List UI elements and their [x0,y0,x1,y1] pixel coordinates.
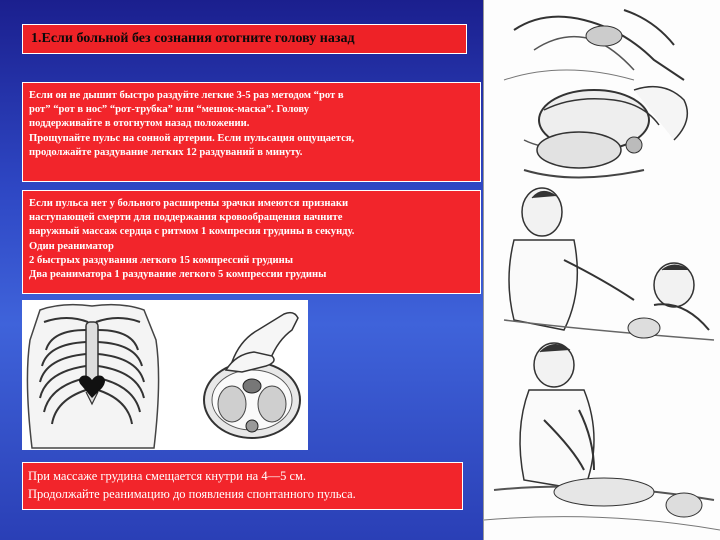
slide-title: 1.Если больной без сознания отогните голову назад [31,31,355,46]
two-rescuers-illustration [504,188,714,340]
instruction-line: Если пульса нет у больного расширены зрачки имеются признаки [29,198,349,209]
instruction-line: продолжайте раздувание легких 12 раздуваний в минуту. [29,146,303,158]
ribcage-illustration [22,300,308,450]
instruction-line: наружный массаж сердца с ритмом 1 компресия грудины в секунду. [29,226,355,238]
note-line: Продолжайте реанимацию до появления спонтанного пульса. [28,487,356,501]
instruction-line: Два реаниматора 1 раздувание легкого 5 компрессии грудины [29,269,327,281]
instruction-line: 2 быстрых раздувания легкого 15 компрессий грудины [29,254,294,266]
instruction-line: рот” “рот в нос” “рот-трубка” или “мешок-маска”. Голову [29,104,310,116]
instruction-line: поддерживайте в отогнутом назад положении. [29,118,250,130]
instruction-line: Если он не дышит быстро раздуйте легкие 3-5 раз методом “рот в [29,90,344,101]
instruction-line: Прощупайте пульс на сонной артерии. Если пульсация ощущается, [29,132,355,144]
cpr-illustration-column [483,0,720,540]
note-line: При массаже грудина смещается кнутри на 4—5 см. [28,469,307,483]
title-box [22,24,467,54]
chest-illustration-panel [22,300,308,450]
note-box [22,462,463,510]
instructions-box-cpr [22,190,481,294]
instruction-line: Один реаниматор [29,240,114,252]
single-rescuer-compression-illustration [484,343,720,530]
instructions-box-breathing [22,82,481,182]
head-tilt-illustration [504,10,684,80]
instruction-line: наступающей смерти для поддержания кровообращения начните [29,212,343,224]
cpr-steps-illustration [484,0,720,540]
